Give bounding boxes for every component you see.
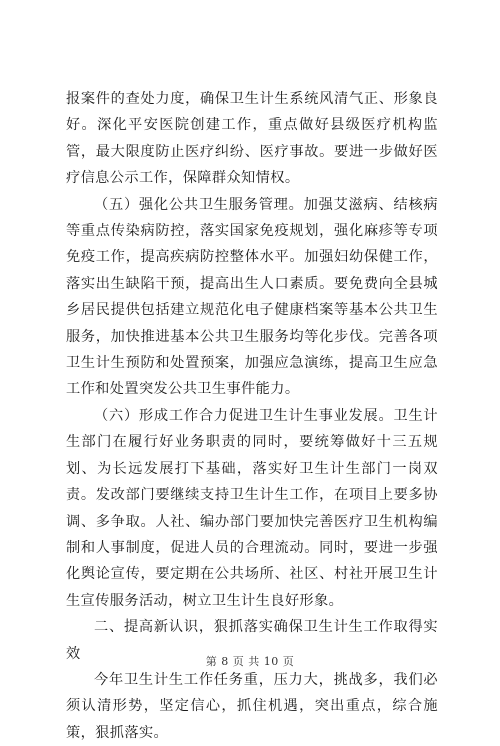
paragraph-public-health: （五）强化公共卫生服务管理。加强艾滋病、结核病等重点传染病防控，落实国家免疫规划，强化麻疹等专项免疫工作，提高疾病防控整体水平。加强妇幼保健工作，落实出生缺陷干预，提高出生人口素质。要免费向全县城乡居民提供包括建立规范化电子健康档案等基本公共卫生服务，加快推进基本公共卫生服务均等化步伐。完善各项卫生计生预防和处置预案，加强应急演练，提高卫生应急工作和处置突发公共卫生事件能力。 <box>66 196 438 398</box>
page-footer: 第 8 页 共 10 页 <box>205 655 295 668</box>
paragraph-joint-effort: （六）形成工作合力促进卫生计生事业发展。卫生计生部门在履行好业务职责的同时，要统筹做好十三五规划、为长远发展打下基础，落实好卫生计生部门一岗双责。发改部门要继续支持卫生计生工作，在项目上要多协调、多争取。人社、编办部门要加快完善医疗卫生机构编制和人事制度，促进人员的合理流动。同时，要进一步强化舆论宣传，要定期在公共场所、社区、村社开展卫生计生宣传服务活动，树立卫生计生良好形象。 <box>66 407 438 609</box>
paragraph-continuation: 报案件的查处力度，确保卫生计生系统风清气正、形象良好。深化平安医院创建工作，重点做好县级医疗机构监管，最大限度防止医疗纠纷、医疗事故。要进一步做好医疗信息公示工作，保障群众知情权。 <box>66 91 438 187</box>
page-body <box>66 86 438 746</box>
section-heading: 二、提高新认识，狠抓落实确保卫生计生工作取得实效 <box>66 619 438 662</box>
paragraph-tasks: 今年卫生计生工作任务重，压力大，挑战多，我们必须认清形势，坚定信心，抓住机遇，突出重点，综合施策，狠抓落实。 <box>66 671 438 741</box>
